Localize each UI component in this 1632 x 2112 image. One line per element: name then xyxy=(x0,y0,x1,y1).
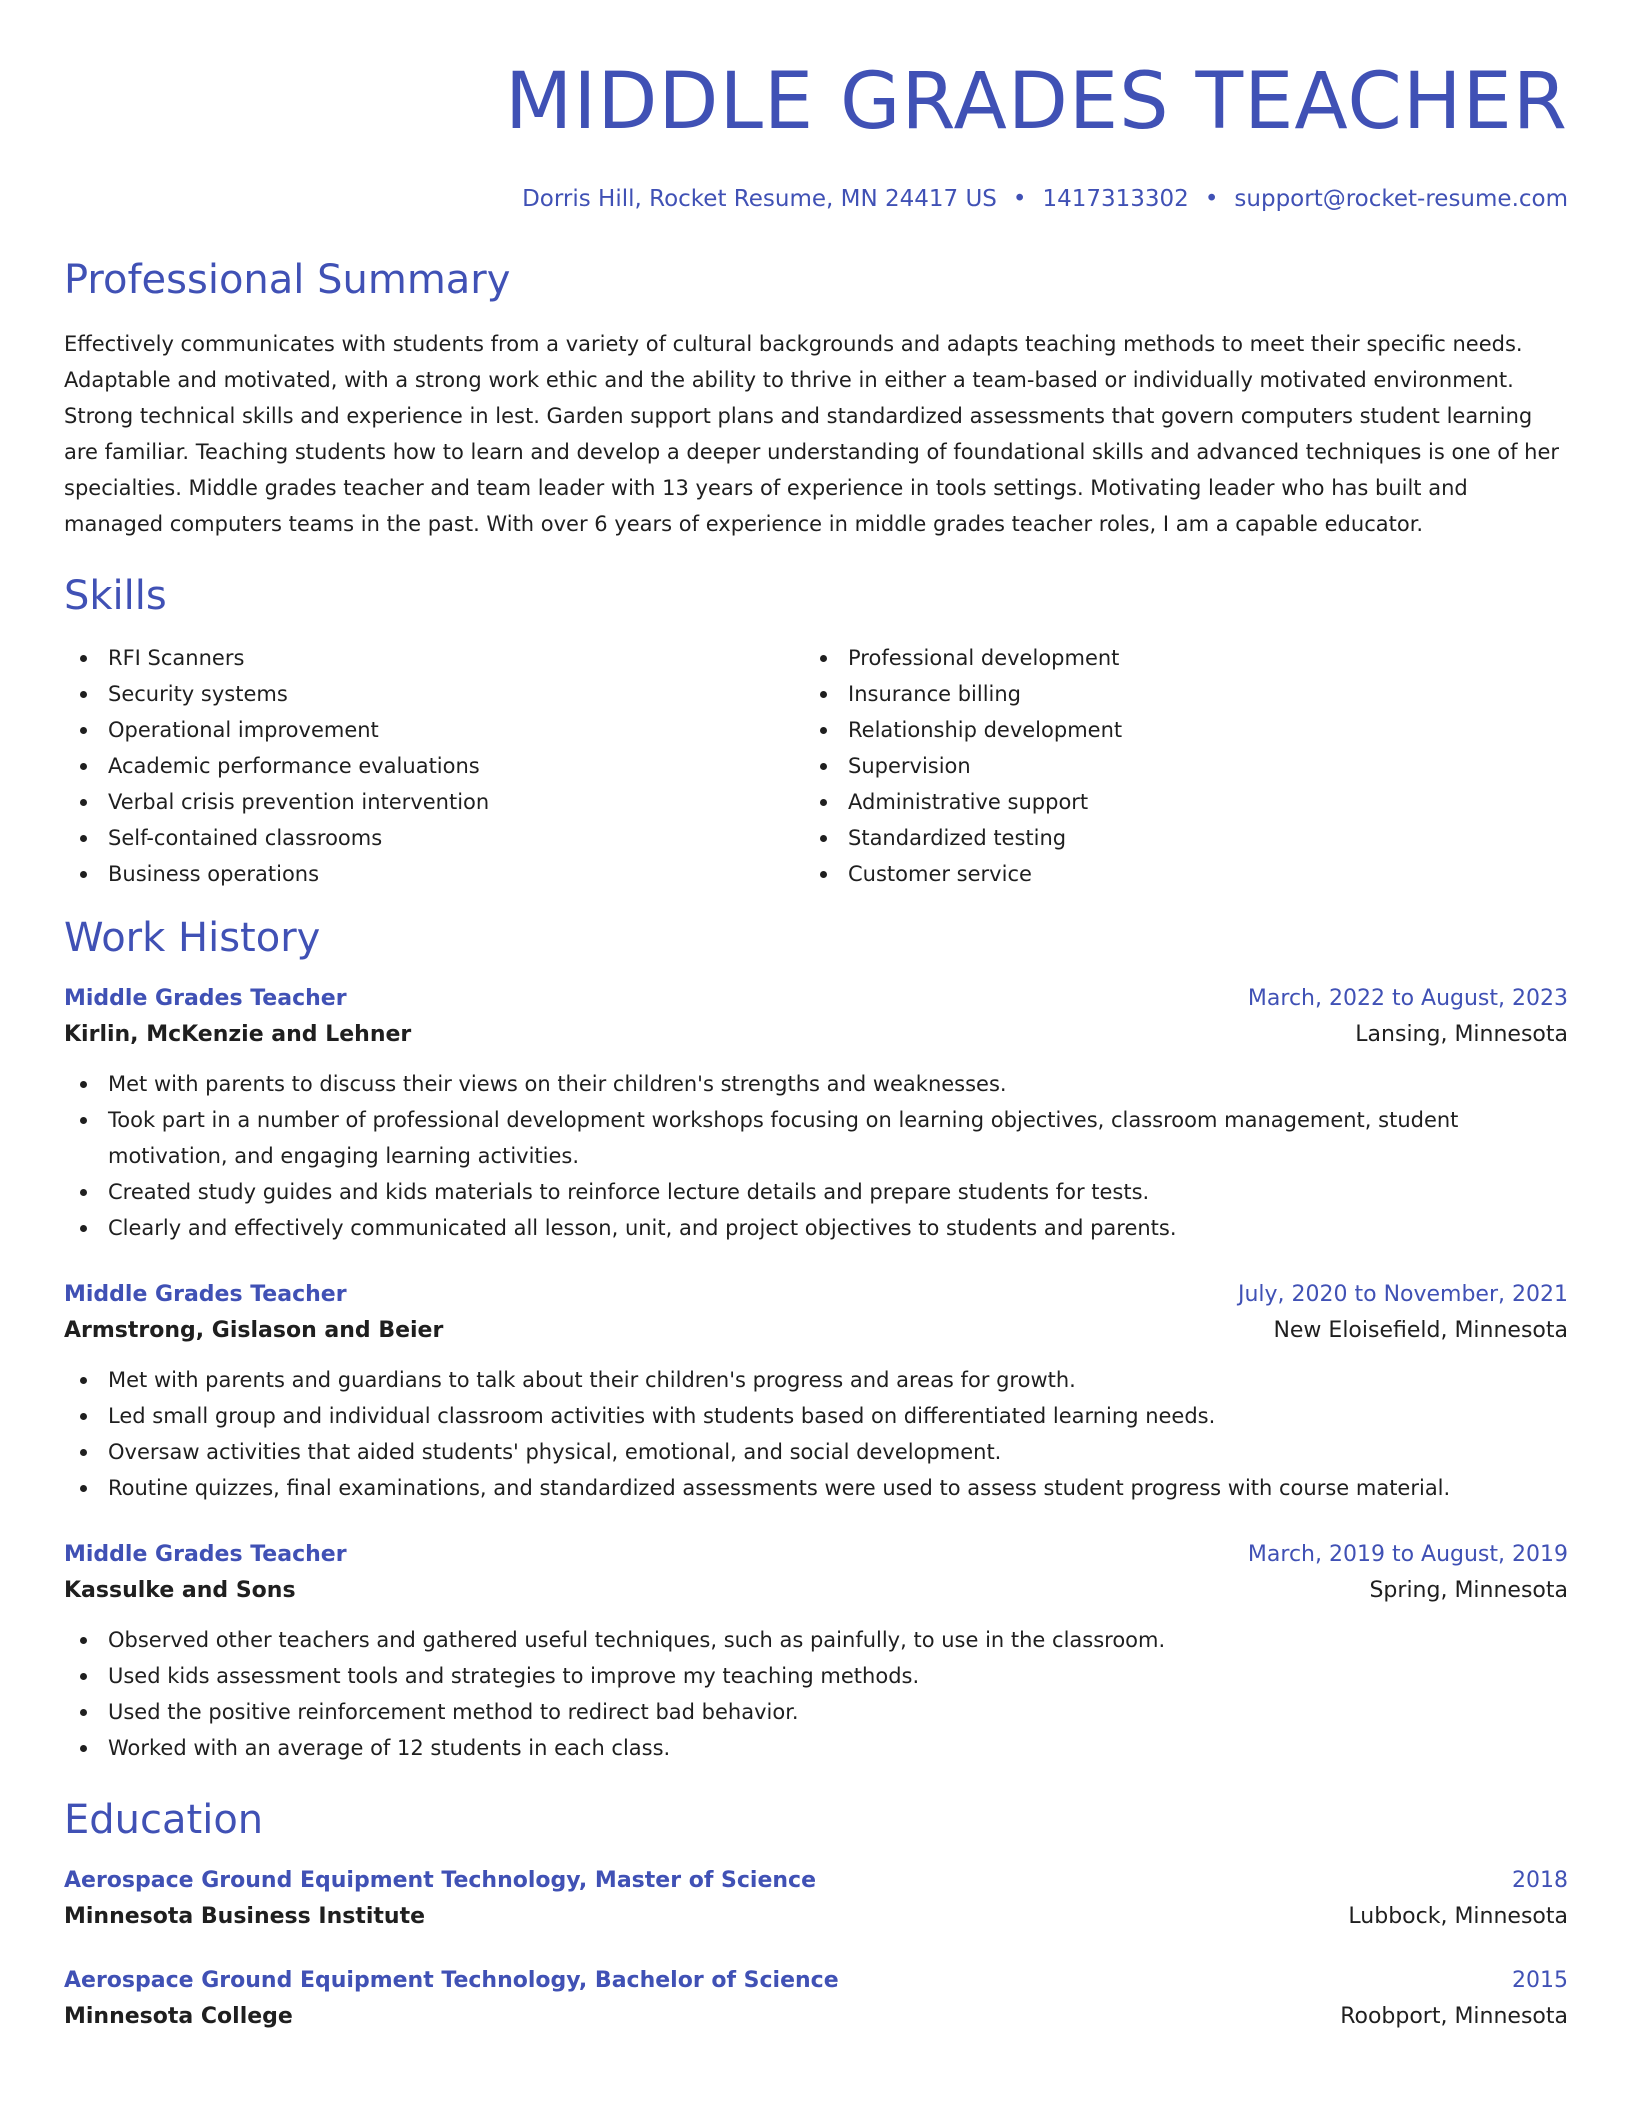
resume-title: MIDDLE GRADES TEACHER xyxy=(505,57,1568,147)
contact-separator: • xyxy=(1204,186,1219,212)
job-bullet: Clearly and effectively communicated all lesson, unit, and project objectives to students and parents. xyxy=(64,1210,1568,1246)
job-employer: Kirlin, McKenzie and Lehner xyxy=(64,1022,412,1047)
education-school-row xyxy=(64,1898,1568,1936)
job-bullet: Met with parents and guardians to talk about their children's progress and areas for growth. xyxy=(64,1362,1568,1398)
skill-item: Supervision xyxy=(804,748,1544,784)
section-heading-summary: Professional Summary xyxy=(64,257,511,303)
job-location: Spring, Minnesota xyxy=(1369,1578,1568,1603)
job-bullet: Used the positive reinforcement method to redirect bad behavior. xyxy=(64,1694,1568,1730)
job-title: Middle Grades Teacher xyxy=(64,1542,347,1567)
education-degree: Aerospace Ground Equipment Technology, Bachelor of Science xyxy=(64,1968,839,1993)
job-title: Middle Grades Teacher xyxy=(64,1282,347,1307)
job-entry xyxy=(64,1538,1568,1766)
skill-item: Relationship development xyxy=(804,712,1544,748)
skills-section xyxy=(64,570,1568,892)
job-bullet: Led small group and individual classroom activities with students based on differentiated learning needs. xyxy=(64,1398,1568,1434)
skill-item: Operational improvement xyxy=(64,712,804,748)
skill-item: Academic performance evaluations xyxy=(64,748,804,784)
job-entry xyxy=(64,982,1568,1246)
education-section xyxy=(64,1794,1568,2036)
job-bullet: Worked with an average of 12 students in each class. xyxy=(64,1730,1568,1766)
education-school-row xyxy=(64,1998,1568,2036)
education-location: Roobport, Minnesota xyxy=(1340,2004,1568,2029)
job-bullet: Created study guides and kids materials to reinforce lecture details and prepare students for tests. xyxy=(64,1174,1568,1210)
job-employer: Kassulke and Sons xyxy=(64,1578,296,1603)
job-bullet: Took part in a number of professional development workshops focusing on learning objectives, classroom management, student motivation, and engaging learning activities. xyxy=(64,1102,1568,1174)
skills-list-left xyxy=(64,640,804,892)
education-school: Minnesota Business Institute xyxy=(64,1904,426,1929)
job-title: Middle Grades Teacher xyxy=(64,986,347,1011)
job-bullet: Met with parents to discuss their views on their children's strengths and weaknesses. xyxy=(64,1066,1568,1102)
job-bullets xyxy=(64,1622,1568,1766)
job-bullet: Oversaw activities that aided students' physical, emotional, and social development. xyxy=(64,1434,1568,1470)
resume-header xyxy=(64,54,1568,214)
skill-item: Customer service xyxy=(804,856,1544,892)
job-employer-row xyxy=(64,1572,1568,1610)
skill-item: Security systems xyxy=(64,676,804,712)
job-bullets xyxy=(64,1066,1568,1246)
education-year: 2015 xyxy=(1512,1968,1568,1993)
contact-line xyxy=(64,184,1568,214)
job-employer-row xyxy=(64,1016,1568,1054)
contact-phone: 1417313302 xyxy=(1042,186,1189,212)
skill-item: Professional development xyxy=(804,640,1544,676)
job-dates: March, 2022 to August, 2023 xyxy=(1247,986,1568,1011)
section-heading-work: Work History xyxy=(64,915,321,961)
education-degree-row xyxy=(64,1964,1568,1998)
job-bullet: Used kids assessment tools and strategies to improve my teaching methods. xyxy=(64,1658,1568,1694)
education-year: 2018 xyxy=(1512,1868,1568,1893)
job-location: New Eloisefield, Minnesota xyxy=(1273,1318,1568,1343)
section-heading-skills: Skills xyxy=(64,573,167,619)
skill-item: Standardized testing xyxy=(804,820,1544,856)
job-employer-row xyxy=(64,1312,1568,1350)
job-dates: March, 2019 to August, 2019 xyxy=(1247,1542,1568,1567)
education-entry xyxy=(64,1864,1568,1936)
job-employer: Armstrong, Gislason and Beier xyxy=(64,1318,444,1343)
skill-item: Administrative support xyxy=(804,784,1544,820)
skill-item: Insurance billing xyxy=(804,676,1544,712)
skill-item: Self-contained classrooms xyxy=(64,820,804,856)
skill-item: Verbal crisis prevention intervention xyxy=(64,784,804,820)
skills-columns xyxy=(64,640,1568,892)
section-heading-education: Education xyxy=(64,1797,264,1843)
job-title-row xyxy=(64,982,1568,1016)
education-location: Lubbock, Minnesota xyxy=(1348,1904,1568,1929)
contact-separator: • xyxy=(1012,186,1027,212)
education-degree: Aerospace Ground Equipment Technology, Master of Science xyxy=(64,1868,817,1893)
professional-summary-section xyxy=(64,254,1568,542)
skill-item: RFI Scanners xyxy=(64,640,804,676)
summary-text: Effectively communicates with students from a variety of cultural backgrounds and adapts teaching methods to meet their specific needs. Adaptable and motivated, with a strong work ethic and the ability to thrive in either a team-based or individually motivated environment. Strong technical skills and experience in lest. Garden support plans and standardized assessments that govern computers student learning are familiar. Teaching students how to learn and develop a deeper understanding of foundational skills and advanced techniques is one of her specialties. Middle grades teacher and team leader with 13 years of experience in tools settings. Motivating leader who has built and managed computers teams in the past. With over 6 years of experience in middle grades teacher roles, I am a capable educator. xyxy=(64,332,1560,536)
work-history-section xyxy=(64,912,1568,1766)
job-entry xyxy=(64,1278,1568,1506)
education-degree-row xyxy=(64,1864,1568,1898)
job-bullet: Observed other teachers and gathered useful techniques, such as painfully, to use in the classroom. xyxy=(64,1622,1568,1658)
education-entry xyxy=(64,1964,1568,2036)
skill-item: Business operations xyxy=(64,856,804,892)
job-title-row xyxy=(64,1278,1568,1312)
contact-address: Dorris Hill, Rocket Resume, MN 24417 US xyxy=(522,186,997,212)
job-bullet: Routine quizzes, final examinations, and standardized assessments were used to assess student progress with course material. xyxy=(64,1470,1568,1506)
education-school: Minnesota College xyxy=(64,2004,293,2029)
contact-email: support@rocket-resume.com xyxy=(1234,186,1568,212)
job-bullets xyxy=(64,1362,1568,1506)
job-location: Lansing, Minnesota xyxy=(1355,1022,1568,1047)
job-title-row xyxy=(64,1538,1568,1572)
skills-list-right xyxy=(804,640,1544,892)
job-dates: July, 2020 to November, 2021 xyxy=(1237,1282,1568,1307)
